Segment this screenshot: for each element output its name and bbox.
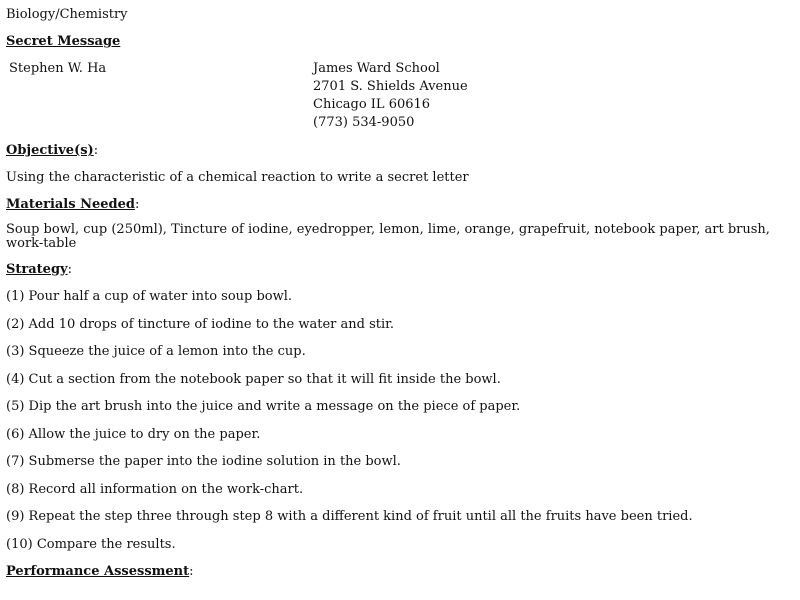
strategy-step: (3) Squeeze the juice of a lemon into the cup. xyxy=(6,344,306,359)
strategy-step: (9) Repeat the step three through step 8 with a different kind of fruit until all the fruits have been tried. xyxy=(6,509,693,524)
assessment-heading-colon: : xyxy=(189,564,194,579)
strategy-step: (2) Add 10 drops of tincture of iodine to the water and stir. xyxy=(6,316,395,332)
strategy-step: (7) Submerse the paper into the iodine solution in the bowl. xyxy=(6,454,401,469)
materials-heading-colon: : xyxy=(134,197,140,212)
materials-heading xyxy=(6,196,792,213)
objectives-heading-text: Objective(s) xyxy=(6,143,94,158)
strategy-heading xyxy=(6,261,792,278)
strategy-step: (6) Allow the juice to dry on the paper. xyxy=(6,426,261,442)
school-address xyxy=(313,60,468,132)
objectives-heading-colon: : xyxy=(93,143,99,158)
category-label: Biology/Chemistry xyxy=(6,7,128,22)
materials-text: Soup bowl, cup (250ml), Tincture of iodine, eyedropper, lemon, lime, orange, grapefruit, notebook paper, art brush, work-table xyxy=(6,222,770,251)
author-info xyxy=(6,60,792,132)
materials-heading-text: Materials Needed xyxy=(6,197,135,212)
strategy-heading-text: Strategy xyxy=(6,262,68,277)
strategy-step: (1) Pour half a cup of water into soup bowl. xyxy=(6,289,293,304)
strategy-steps xyxy=(6,288,792,553)
school-phone: (773) 534-9050 xyxy=(313,115,415,130)
page-title xyxy=(6,33,792,50)
assessment-heading-text: Performance Assessment xyxy=(6,564,190,579)
objectives-heading xyxy=(6,142,792,159)
strategy-step: (8) Record all information on the work-chart. xyxy=(6,481,304,497)
strategy-step: (10) Compare the results. xyxy=(6,536,176,552)
author-name: Stephen W. Ha xyxy=(9,61,107,76)
strategy-step: (4) Cut a section from the notebook paper so that it will fit inside the bowl. xyxy=(6,371,501,387)
strategy-heading-colon: : xyxy=(67,262,72,277)
school-city: Chicago IL 60616 xyxy=(313,97,431,112)
assessment-heading xyxy=(6,563,792,580)
document-page xyxy=(6,6,792,580)
school-street: 2701 S. Shields Avenue xyxy=(313,79,468,94)
objectives-text: Using the characteristic of a chemical reaction to write a secret letter xyxy=(6,170,469,185)
strategy-step: (5) Dip the art brush into the juice and write a message on the piece of paper. xyxy=(6,399,521,414)
school-name: James Ward School xyxy=(313,61,440,76)
title-text: Secret Message xyxy=(6,34,121,49)
